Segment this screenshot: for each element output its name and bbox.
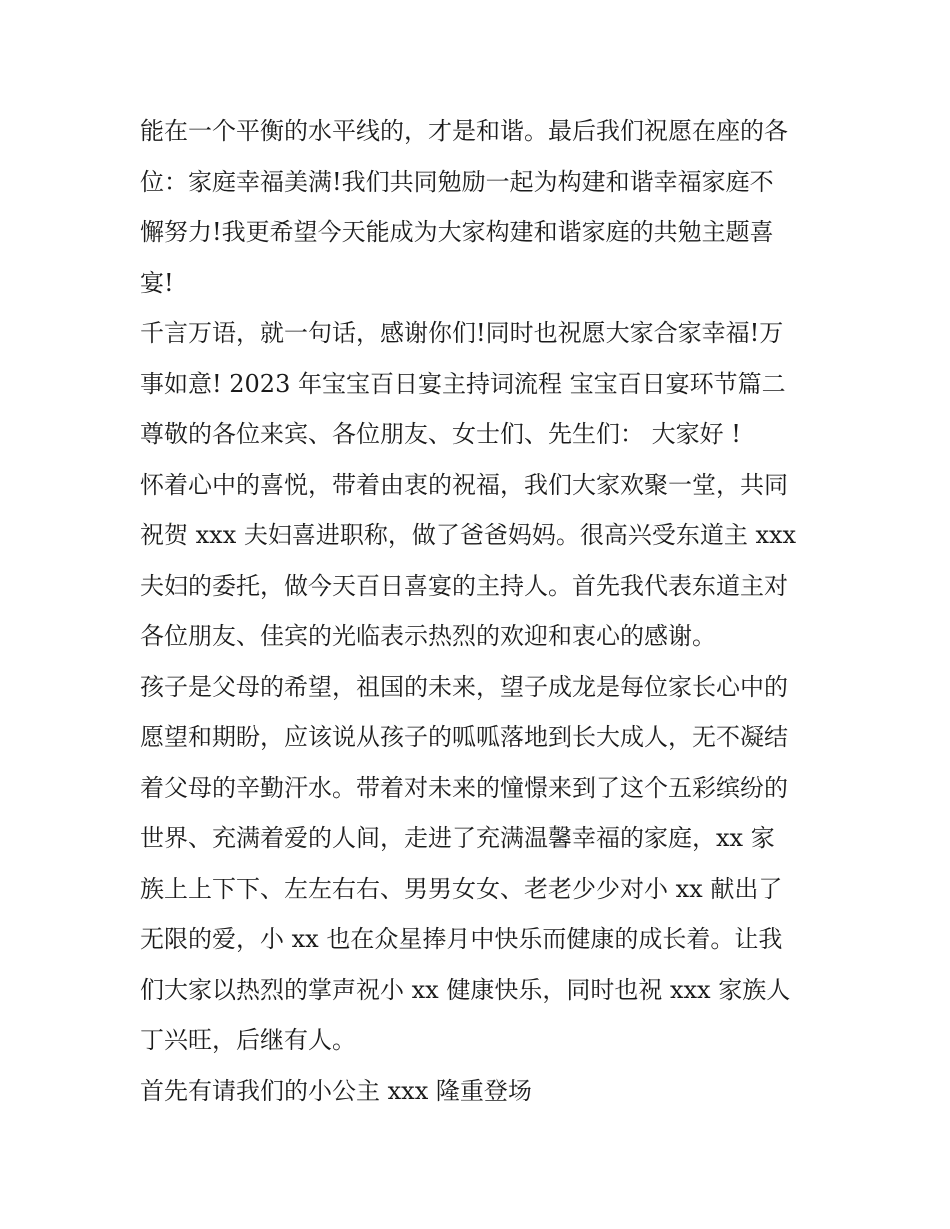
paragraph-thanks xyxy=(140,308,820,409)
text-line: 宴! xyxy=(140,268,174,297)
text-line: 能在一个平衡的水平线的，才是和谐。最后我们祝愿在座的各 xyxy=(140,117,788,145)
paragraph-introduction xyxy=(140,460,820,662)
text-line: 族上上下下、左左右右、男男女女、老老少少对小 xx 献出了 xyxy=(140,874,783,903)
paragraph-children-hope xyxy=(140,662,820,1066)
text-line: 位：家庭幸福美满!我们共同勉励一起为构建和谐幸福家庭不 xyxy=(140,167,774,196)
paragraph-greeting xyxy=(140,409,820,460)
text-line: 首先有请我们的小公主 xxx 隆重登场 xyxy=(140,1076,532,1105)
text-line: 千言万语，就一句话，感谢你们!同时也祝愿大家合家幸福!万 xyxy=(140,319,784,347)
text-line: 着父母的辛勤汗水。带着对未来的憧憬来到了这个五彩缤纷的 xyxy=(140,773,788,802)
text-line: 无限的爱，小 xx 也在众星捧月中快乐而健康的成长着。让我 xyxy=(140,925,783,953)
text-line: 夫妇的委托，做今天百日喜宴的主持人。首先我代表东道主对 xyxy=(140,571,788,600)
text-line: 孩子是父母的希望，祖国的未来，望子成龙是每位家长心中的 xyxy=(140,672,788,701)
text-line: 们大家以热烈的掌声祝小 xx 健康快乐，同时也祝 xxx 家族人 xyxy=(140,975,791,1004)
paragraph-closing-wishes xyxy=(140,106,820,308)
text-line: 懈努力!我更希望今天能成为大家构建和谐家庭的共勉主题喜 xyxy=(140,218,774,246)
text-line: 丁兴旺，后继有人。 xyxy=(140,1026,356,1054)
paragraph-invitation xyxy=(140,1066,820,1117)
document-body xyxy=(140,106,820,1116)
text-line: 世界、充满着爱的人间，走进了充满温馨幸福的家庭，xx 家 xyxy=(140,824,775,852)
text-line: 事如意! 2023 年宝宝百日宴主持词流程 宝宝百日宴环节篇二 xyxy=(140,369,786,398)
text-line: 尊敬的各位来宾、各位朋友、女士们、先生们： 大家好 ! xyxy=(140,420,741,448)
text-line: 愿望和期盼，应该说从孩子的呱呱落地到长大成人，无不凝结 xyxy=(140,723,788,751)
text-line: 怀着心中的喜悦，带着由衷的祝福，我们大家欢聚一堂，共同 xyxy=(140,470,788,499)
text-line: 祝贺 xxx 夫妇喜进职称，做了爸爸妈妈。很高兴受东道主 xxx xyxy=(140,521,797,549)
text-line: 各位朋友、佳宾的光临表示热烈的欢迎和衷心的感谢。 xyxy=(140,622,716,650)
